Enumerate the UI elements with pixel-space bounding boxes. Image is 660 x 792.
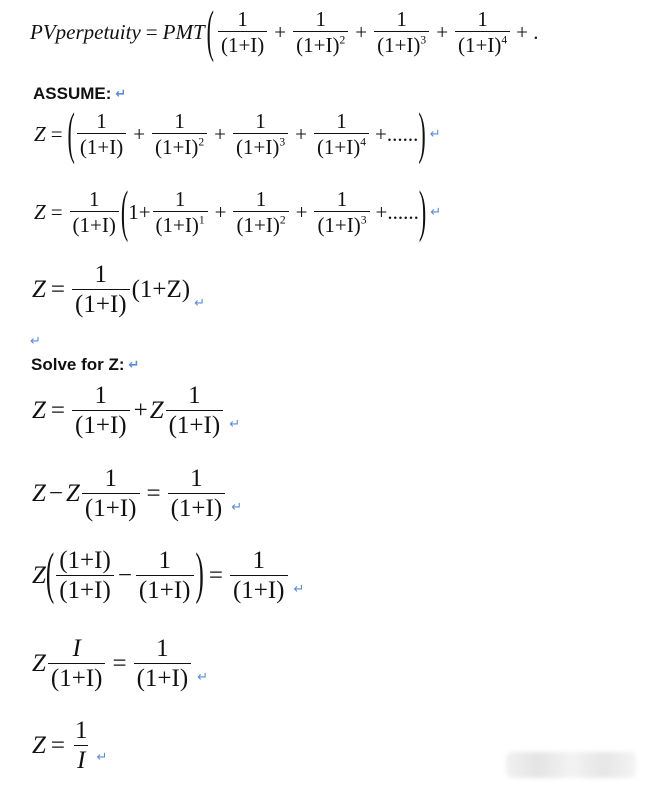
paragraph-mark-icon: ↵ <box>30 334 41 349</box>
left-paren: ( <box>45 544 55 607</box>
z-term: Z <box>34 121 46 146</box>
fraction: $\frac{1}{(1+I)^4}$ <box>455 8 510 56</box>
minus-sign: − <box>48 480 64 508</box>
fraction: $\frac{1}{(1+I)}$ <box>166 383 224 440</box>
fraction: $\frac{1}{I}$ <box>75 717 88 775</box>
fraction: $\frac{1}{(1+I)}$ <box>134 636 192 693</box>
one-plus-z-term: (1+Z) <box>131 276 191 304</box>
paragraph-mark-icon: ↵ <box>128 357 140 373</box>
paragraph-mark-icon: ↵ <box>115 86 127 102</box>
equation-z-factored-out: Z ( $\frac{(1+I)}{(1+I)}$ − $\frac{1}{(1+I)}$ ) = $\frac{1}{(1+I)}$ ↵ <box>32 548 304 605</box>
equals-sign: = <box>145 19 158 44</box>
solve-label-row <box>31 355 139 375</box>
fraction: $\frac{1}{(1+I)}$ <box>218 8 267 56</box>
assume-label-row <box>33 84 126 104</box>
fraction: $\frac{1}{(1+I)}$ <box>136 548 194 605</box>
fraction: $\frac{1}{(1+I)^2}$ <box>152 110 207 158</box>
fraction: $\frac{I}{(1+I)}$ <box>48 636 106 693</box>
z-term: Z <box>32 397 46 425</box>
z-term: Z <box>32 276 46 304</box>
fraction: $\frac{1}{(1+I)^2}$ <box>233 188 288 236</box>
left-paren: ( <box>206 0 214 64</box>
paragraph-mark-icon: ↵ <box>231 499 243 515</box>
fraction: $\frac{1}{(1+I)^3}$ <box>374 8 429 56</box>
fraction: $\frac{1}{(1+I)}$ <box>70 188 119 236</box>
pmt-term: PMT <box>162 19 205 44</box>
z-term: Z <box>149 397 164 425</box>
paragraph-mark-icon: ↵ <box>229 416 241 432</box>
fraction: $\frac{1}{(1+I)}$ <box>72 383 130 440</box>
left-paren: ( <box>120 178 129 244</box>
right-paren: ) <box>195 544 204 607</box>
fraction: $\frac{1}{(1+I)}$ <box>77 110 126 158</box>
z-term: Z <box>32 732 46 760</box>
one-plus-term: 1+ <box>128 199 151 224</box>
fraction: $\frac{1}{(1+I)^3}$ <box>233 110 288 158</box>
ellipsis-term: +...... <box>375 121 419 146</box>
paragraph-mark-icon: ↵ <box>197 669 209 685</box>
assume-label: ASSUME: <box>33 84 112 103</box>
equation-z-simplified: Z $\frac{I}{(1+I)}$ = $\frac{1}{(1+I)}$ ↵ <box>32 635 209 693</box>
fraction: $\frac{1}{(1+I)}$ <box>82 466 140 523</box>
fraction: $\frac{1}{(1+I)^2}$ <box>293 8 348 56</box>
z-term: Z <box>32 562 46 590</box>
fraction: $\frac{1}{(1+I)^3}$ <box>314 188 369 236</box>
z-term: Z <box>34 199 46 224</box>
z-term: Z <box>66 480 80 508</box>
right-paren: ) <box>418 178 427 244</box>
minus-sign: − <box>117 562 132 590</box>
equation-z-recursive: Z = $\frac{1}{(1+I)}$ (1+Z) ↵ <box>32 261 206 319</box>
fraction: $\frac{1}{(1+I)}$ <box>230 548 288 605</box>
equation-pv-perpetuity: PVperpetuity = PMT ( $\frac{1}{(1+I)}$ + $\frac{1}{(1+I)^2}$ + $\frac{1}{(1+I)^3}$ + $\frac{1}{(1+I)^4}$ + . <box>30 8 539 56</box>
equation-z-expanded: Z = $\frac{1}{(1+I)}$ + Z $\frac{1}{(1+I)}$ ↵ <box>32 382 241 440</box>
equation-z-series: Z = ( $\frac{1}{(1+I)}$ + $\frac{1}{(1+I)^2}$ + $\frac{1}{(1+I)^3}$ + $\frac{1}{(1+I)^4}$ +...... ) ↵ <box>34 110 441 158</box>
fraction: $\frac{1}{(1+I)}$ <box>72 262 130 319</box>
equation-z-difference: Z − Z $\frac{1}{(1+I)}$ = $\frac{1}{(1+I)}$ ↵ <box>32 465 243 523</box>
trailing-plus-dot: + . <box>516 19 539 44</box>
equation-z-result: Z = $\frac{1}{I}$ ↵ <box>32 717 108 775</box>
pv-perpetuity-term: PVperpetuity <box>30 19 141 44</box>
paragraph-mark-icon: ↵ <box>96 749 108 765</box>
fraction: $\frac{1}{(1+I)}$ <box>168 466 226 523</box>
paragraph-mark-icon: ↵ <box>429 126 441 142</box>
fraction: $\frac{1}{(1+I)^1}$ <box>153 188 208 236</box>
empty-paragraph <box>30 334 41 349</box>
equation-z-factored: Z = $\frac{1}{(1+I)}$ ( 1+ $\frac{1}{(1+I)^1}$ + $\frac{1}{(1+I)^2}$ + $\frac{1}{(1+I)^3}$ +...... ) ↵ <box>34 188 441 236</box>
paragraph-mark-icon: ↵ <box>430 204 442 220</box>
solve-label: Solve for Z: <box>31 355 125 374</box>
fraction: $\frac{1}{(1+I)^4}$ <box>314 110 369 158</box>
paragraph-mark-icon: ↵ <box>194 295 206 311</box>
ellipsis-term: +...... <box>375 199 419 224</box>
right-paren: ) <box>418 100 426 166</box>
fraction: $\frac{(1+I)}{(1+I)}$ <box>56 548 114 605</box>
z-term: Z <box>32 480 46 508</box>
paragraph-mark-icon: ↵ <box>293 581 305 597</box>
z-term: Z <box>32 650 46 678</box>
left-paren: ( <box>67 100 75 166</box>
watermark-blur <box>506 752 636 778</box>
